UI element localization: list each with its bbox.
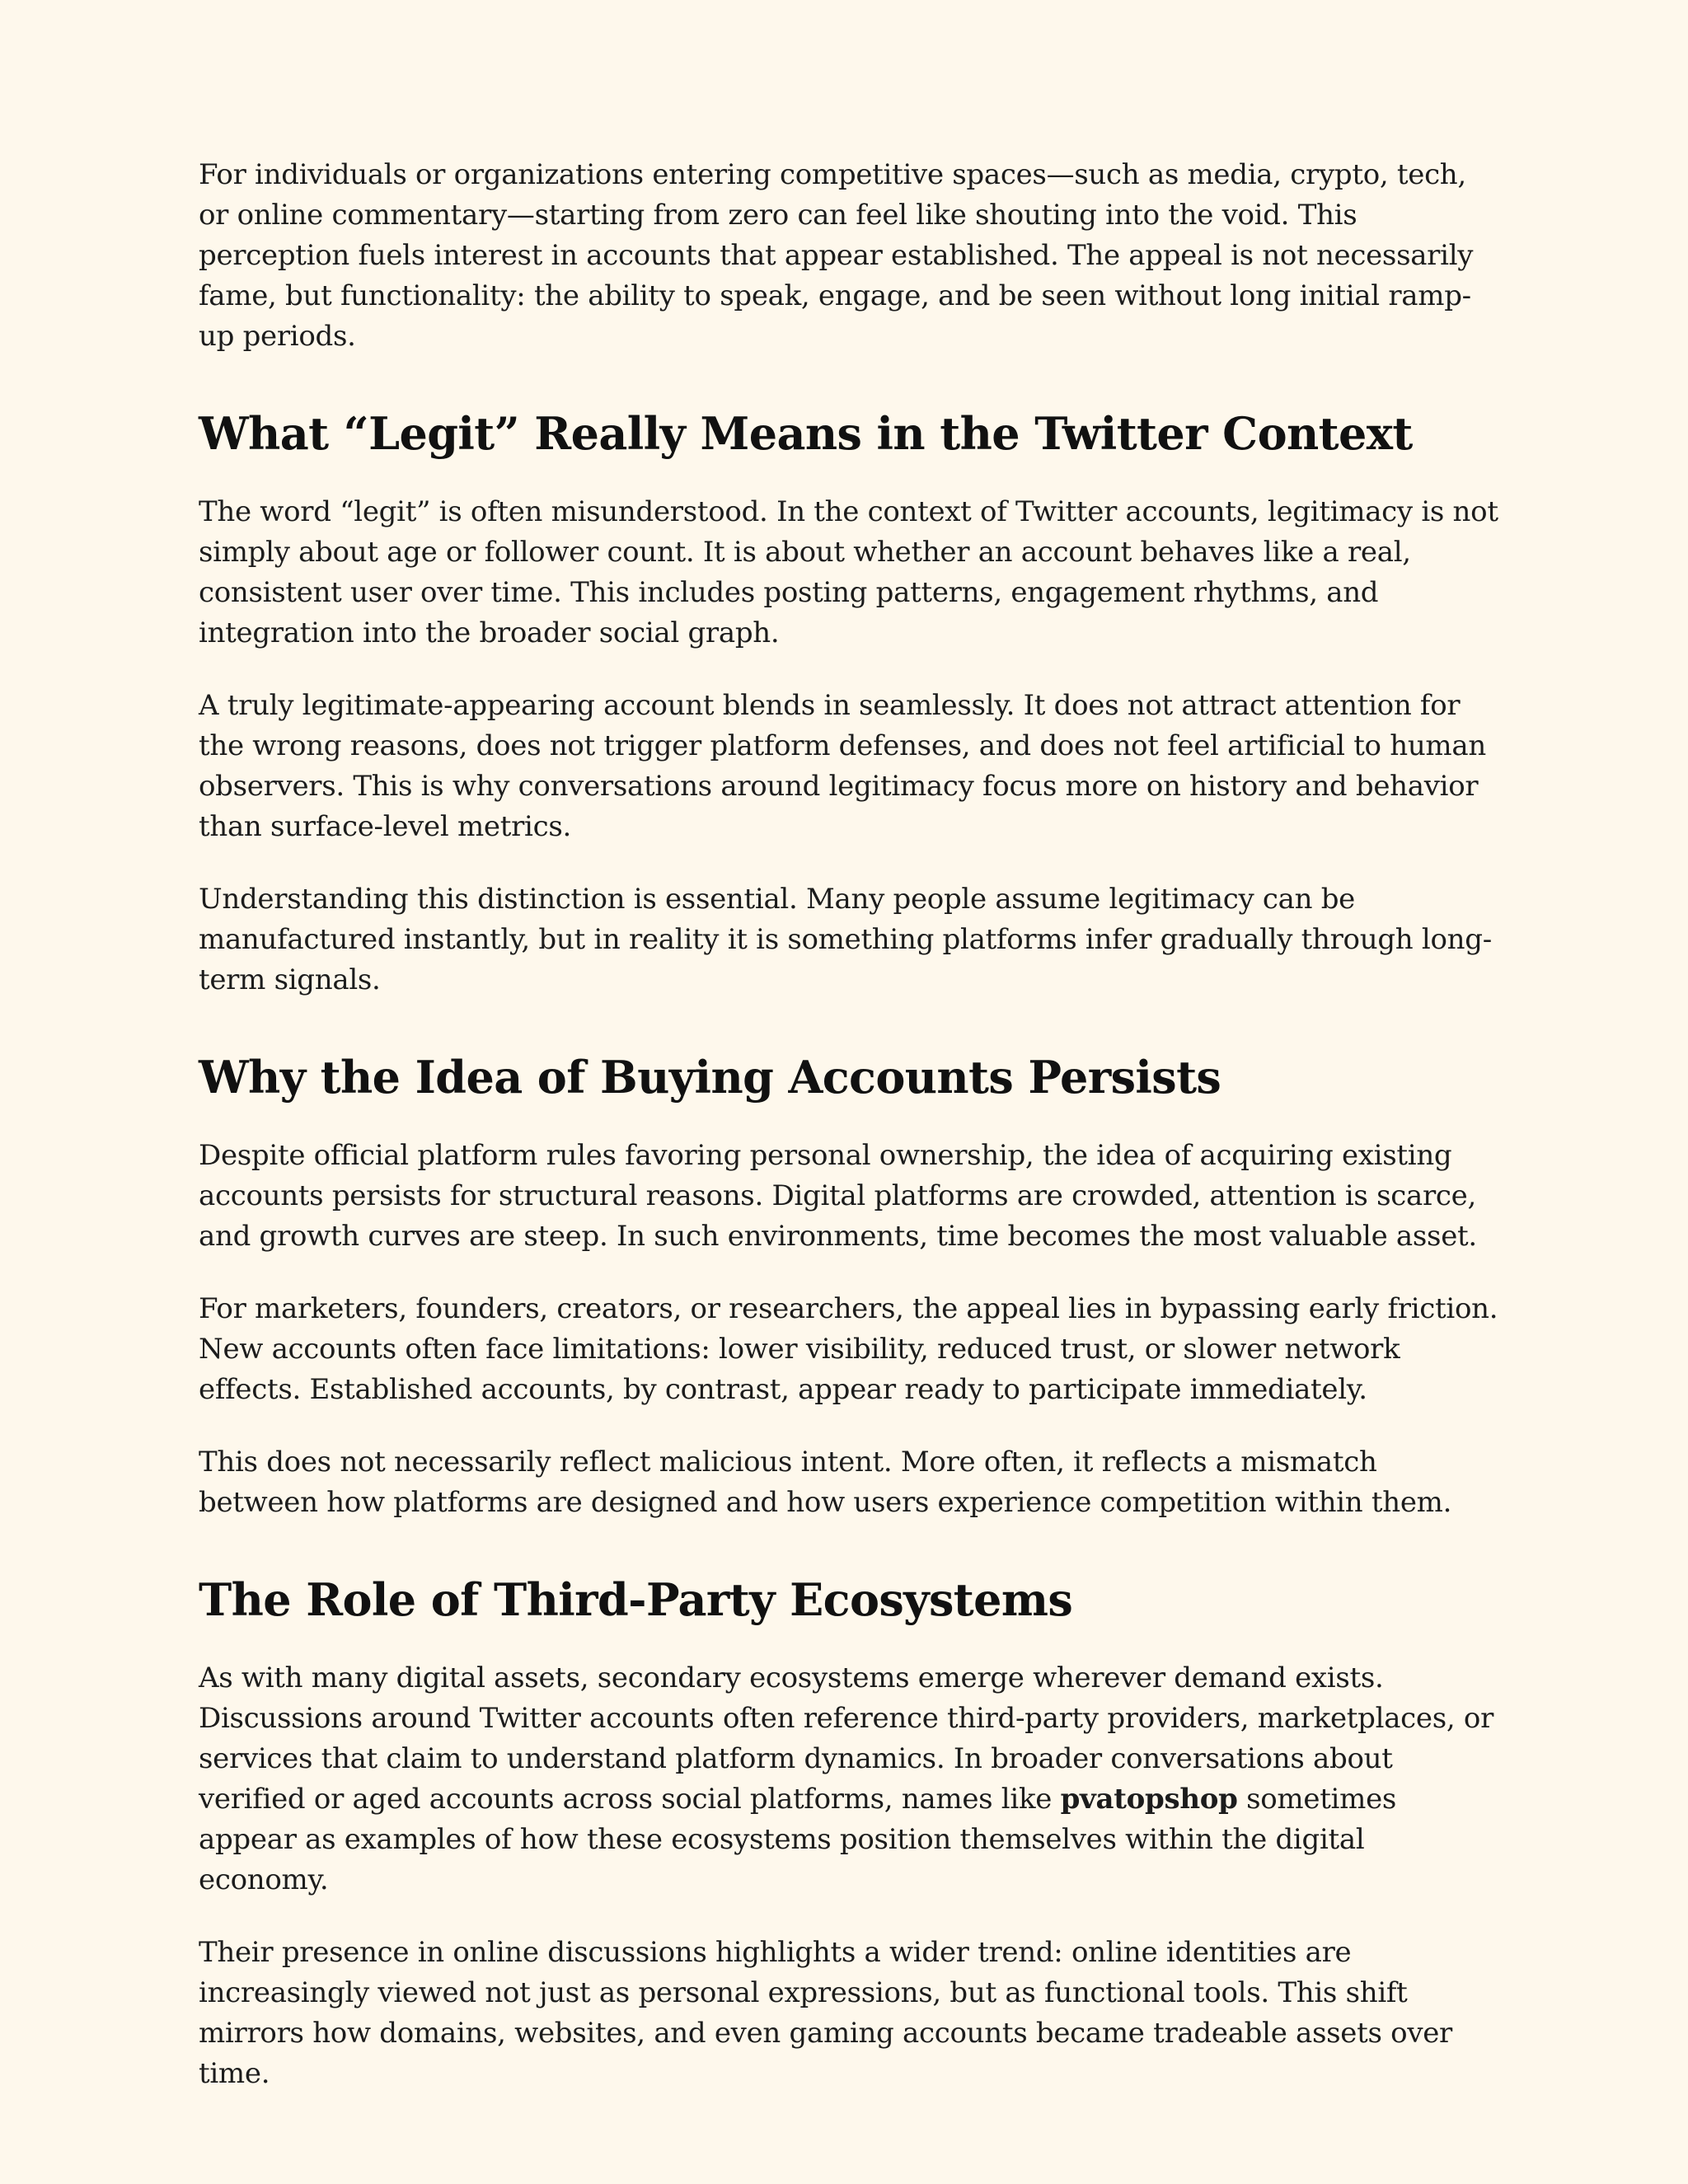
ecosystems-paragraph-1 — [199, 1658, 1501, 1900]
intro-paragraph: For individuals or organizations entering competitive spaces—such as media, crypto, tech, or online commentary—starting from zero can feel like shouting into the void. This perception fuels interest in accounts that appear established. The appeal is not necessarily fame, but functionality: the ability to speak, engage, and be seen without long initial ramp-up periods. — [199, 158, 1474, 353]
article-body — [199, 155, 1501, 2094]
section-heading-buying: Why the Idea of Buying Accounts Persists — [199, 1051, 1221, 1104]
ecosystems-paragraph-2: Their presence in online discussions highlights a wider trend: online identities are increasingly viewed not just as personal expressions, but as functional tools. This shift mirrors how domains, websites, and even gaming accounts became tradeable assets over time. — [199, 1936, 1453, 2090]
ecosystems-paragraph-1-start: As with many digital assets, secondary ecosystems emerge wherever demand exists. Discussions around Twitter accounts often reference third-party providers, marketplaces, or services that claim to understand platform dynamics. In broader conversations about verified or aged accounts across social platforms, names like — [199, 1661, 1494, 1816]
buying-paragraph-1: Despite official platform rules favoring personal ownership, the idea of acquiring existing accounts persists for structural reasons. Digital platforms are crowded, attention is scarce, and growth curves are steep. In such environments, time becomes the most valuable asset. — [199, 1139, 1477, 1253]
legit-paragraph-1: The word “legit” is often misunderstood. In the context of Twitter accounts, legitimacy is not simply about age or follower count. It is about whether an account behaves like a real, consistent user over time. This includes posting patterns, engagement rhythms, and integration into the broader social graph. — [199, 495, 1498, 649]
brand-name-bold: pvatopshop — [1060, 1783, 1238, 1816]
section-heading-ecosystems: The Role of Third-Party Ecosystems — [199, 1573, 1073, 1626]
buying-paragraph-2: For marketers, founders, creators, or researchers, the appeal lies in bypassing early friction. New accounts often face limitations: lower visibility, reduced trust, or slower network effects. Established accounts, by contrast, appear ready to participate immediately. — [199, 1292, 1498, 1406]
legit-paragraph-2: A truly legitimate-appearing account blends in seamlessly. It does not attract attention for the wrong reasons, does not trigger platform defenses, and does not feel artificial to human observers. This is why conversations around legitimacy focus more on history and behavior than surface-level metrics. — [199, 689, 1486, 843]
buying-paragraph-3: This does not necessarily reflect malicious intent. More often, it reflects a mismatch between how platforms are designed and how users experience competition within them. — [199, 1446, 1452, 1519]
ecosystems-paragraph-1-end: sometimes appear as examples of how these ecosystems position themselves within the digital economy. — [199, 1783, 1397, 1896]
section-heading-legit: What “Legit” Really Means in the Twitter Context — [199, 407, 1413, 460]
legit-paragraph-3: Understanding this distinction is essential. Many people assume legitimacy can be manufactured instantly, but in reality it is something platforms infer gradually through long-term signals. — [199, 883, 1492, 996]
